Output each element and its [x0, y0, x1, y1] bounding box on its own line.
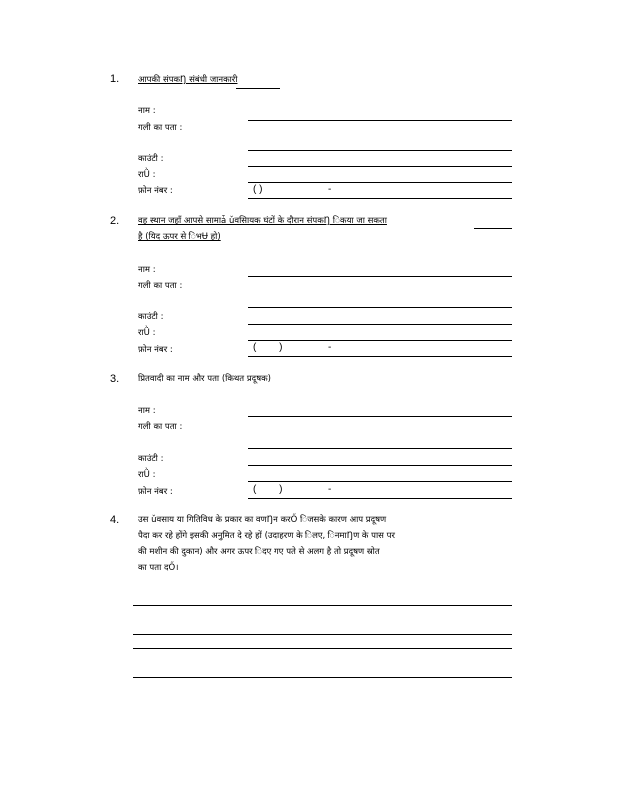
q2-phone-label: फ़ोन नंबर : [138, 345, 173, 355]
q2-number: 2. [110, 215, 120, 227]
q3-heading: प्रितवादी का नाम और पता (किथत प्रदूषक) [138, 374, 271, 384]
q2-state-line[interactable] [248, 340, 512, 341]
q1-phone-line[interactable] [248, 198, 512, 199]
q4-answer-line-1[interactable] [133, 605, 512, 606]
q4-answer-line-2[interactable] [133, 634, 512, 635]
q1-street-line[interactable] [248, 150, 512, 151]
q1-heading-underline [236, 88, 280, 89]
q2-county-label: काउंटी : [138, 312, 164, 322]
q3-name-line[interactable] [248, 416, 512, 417]
q1-heading: आपकी संपकŊ संबंधी जानकारी [138, 75, 238, 85]
q2-street-label: गली का पता : [138, 281, 183, 291]
q4-number: 4. [110, 514, 120, 526]
q4-text-line1: उस ǔवसाय या गितिविध के प्रकार का वणŊन करŐ िजसके कारण आप प्रदूषण [138, 515, 387, 525]
q2-county-line[interactable] [248, 324, 512, 325]
q1-county-label: काउंटी : [138, 154, 164, 164]
q2-heading-underline [474, 228, 512, 229]
q2-heading-line1: वह स्थान जहाँ आपसे सामाǡ ǔवसाियक घंटों के दौरान संपकŊ िकया जा सकता [138, 216, 387, 226]
q2-name-line[interactable] [248, 276, 512, 277]
q2-name-label: नाम : [138, 265, 156, 275]
q1-state-line[interactable] [248, 182, 512, 183]
q1-phone-label: फ़ोन नंबर : [138, 186, 173, 196]
q1-phone-area: ( ) [253, 184, 263, 195]
q1-county-line[interactable] [248, 166, 512, 167]
q1-number: 1. [110, 73, 120, 85]
q3-county-line[interactable] [248, 465, 512, 466]
q3-state-label: राǛ : [138, 470, 156, 480]
q2-phone-area: ( ) [253, 342, 283, 353]
q4-text-line2: पैदा कर रहे होंगे इसकी अनुमित दे रहे हों (उदाहरण के िलए, िनमाŊण के पास पर [138, 531, 395, 541]
q1-phone-dash: - [328, 184, 332, 195]
q3-name-label: नाम : [138, 406, 156, 416]
q4-answer-line-3[interactable] [133, 648, 512, 649]
q2-heading-line2: है (यिद ऊपर से िभɄ हो) [138, 232, 221, 242]
q3-number: 3. [110, 373, 120, 385]
q4-text-line4: का पता दŐ। [138, 563, 179, 573]
q1-name-label: नाम : [138, 106, 156, 116]
q4-answer-line-4[interactable] [133, 677, 512, 678]
q3-street-label: गली का पता : [138, 422, 183, 432]
q2-state-label: राǛ : [138, 328, 156, 338]
q1-street-label: गली का पता : [138, 123, 183, 133]
q3-state-line[interactable] [248, 481, 512, 482]
q3-phone-dash: - [328, 484, 332, 495]
q2-street-line[interactable] [248, 307, 512, 308]
q3-phone-label: फ़ोन नंबर : [138, 487, 173, 497]
q2-phone-dash: - [328, 342, 332, 353]
q1-name-line[interactable] [248, 120, 512, 121]
q3-phone-area: ( ) [253, 484, 283, 495]
q1-state-label: राǛ : [138, 170, 156, 180]
q4-text-line3: की मशीन की दुकान) और अगर ऊपर िदए गए पते से अलग है तो प्रदूषण स्रोत [138, 547, 380, 557]
q2-phone-line[interactable] [248, 356, 512, 357]
q3-phone-line[interactable] [248, 498, 512, 499]
q3-street-line[interactable] [248, 448, 512, 449]
q3-county-label: काउंटी : [138, 454, 164, 464]
